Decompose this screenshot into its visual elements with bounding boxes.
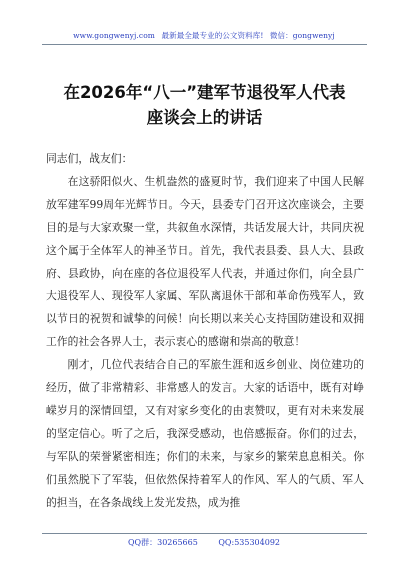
greeting: 同志们，战友们：: [46, 152, 133, 165]
page-footer: [0, 537, 408, 548]
header-website[interactable]: www.gongwenyj.com: [73, 31, 156, 40]
paragraph-1: 在这骄阳似火、生机盎然的盛夏时节，我们迎来了中国人民解放军建军99周年光辉节日。今天，县委专门召开这次座谈会，主要目的是与大家欢聚一堂，共叙鱼水深情，共话发展大计，共同庆祝这个属于全体军人的神圣节日。首先，我代表县委、县人大、县政府、县政协，向在座的各位退役军人代表，并通过你们，向全县广大退役军人、现役军人家属、军队离退休干部和革命伤残军人，致以节日的祝贺和诚挚的问候！向长期以来关心支持国防建设和双拥工作的社会各界人士，表示衷心的感谢和崇高的敬意！: [46, 174, 364, 349]
header-wechat: 微信：gongwenyj: [269, 31, 335, 40]
page-header: [0, 30, 408, 41]
document-body: [46, 148, 364, 515]
footer-qq: QQ:535304092: [218, 538, 280, 547]
footer-divider: [42, 533, 367, 534]
document-title: [42, 80, 367, 130]
title-line-1: 在2026年“八一”建军节退役军人代表: [63, 83, 346, 102]
title-line-2: 座谈会上的讲话: [146, 108, 263, 127]
footer-qq-group: QQ群：30265665: [127, 538, 198, 547]
header-divider: [42, 44, 367, 45]
paragraph-2: 刚才，几位代表结合自己的军旅生涯和返乡创业、岗位建功的经历，做了非常精彩、非常感人的发言。大家的话语中，既有对峥嵘岁月的深情回望，又有对家乡变化的由衷赞叹，更有对未来发展的坚定信心。听了之后，我深受感动，也倍感振奋。你们的过去，与军队的荣誉紧密相连；你们的未来，与家乡的繁荣息息相关。你们虽然脱下了军装，但依然保持着军人的作风、军人的气质、军人的担当，在各条战线上发光发热，成为推: [46, 358, 364, 509]
header-slogan: 最新最全最专业的公文资料库!: [161, 31, 264, 40]
